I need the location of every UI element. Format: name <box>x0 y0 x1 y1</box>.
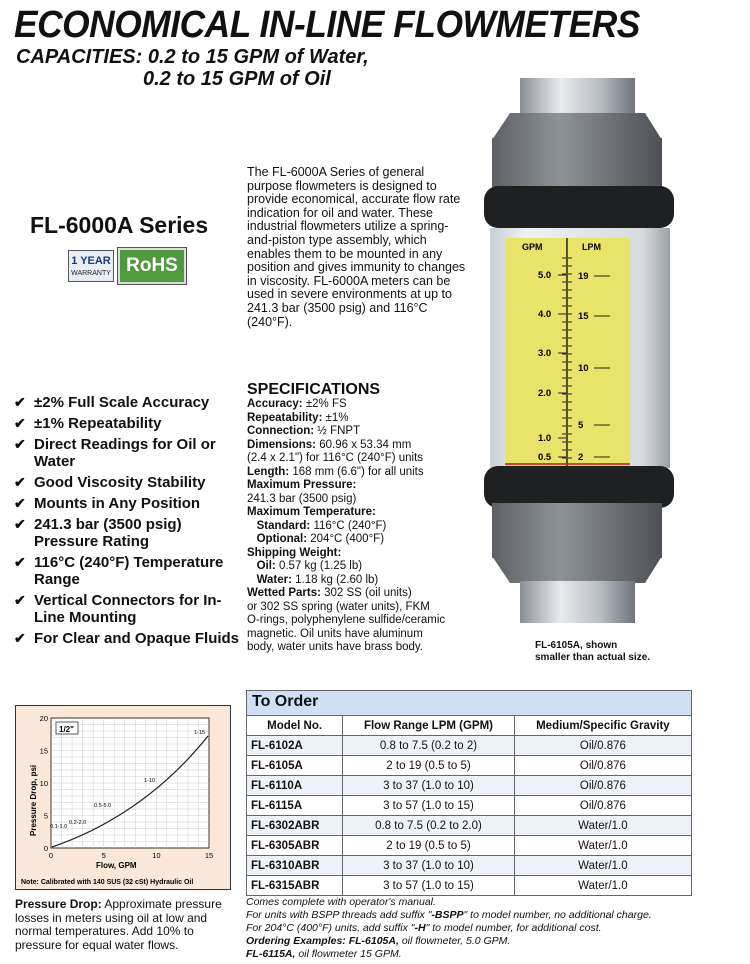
graph-svg <box>16 706 230 889</box>
gpm-tick-label: 2.0 <box>538 388 552 399</box>
lpm-tick-label: 19 <box>578 271 589 282</box>
order-notes: Comes complete with operator's manual. For units with BSPP threads add suffix "-BSPP" to model number, no additional charge. For 204°C (400°F) units, add suffix "-H" to model number, for additional cost. Ordering Examples: FL-6105A, oil flowmeter, 5.0 GPM. FL-6115A, oil flowmeter 15 GPM. <box>246 896 652 960</box>
lpm-label: LPM <box>582 242 601 252</box>
lpm-tick-label: 2 <box>578 452 584 463</box>
col-flow-range: Flow Range LPM (GPM) <box>343 716 515 736</box>
warranty-years: 1 YEAR <box>71 255 111 267</box>
gpm-tick-label: 5.0 <box>538 270 552 281</box>
order-title: To Order <box>246 690 692 715</box>
bottom-cap <box>492 556 662 583</box>
feature-item: ✔ Good Viscosity Stability <box>14 474 206 491</box>
x-tick-label: 15 <box>204 851 214 860</box>
feature-item: ✔ For Clear and Opaque Fluids <box>14 630 240 647</box>
table-row: FL-6310ABR 3 to 37 (1.0 to 10) Water/1.0 <box>247 856 692 876</box>
series-title: FL-6000A Series <box>30 212 209 238</box>
order-table <box>246 690 692 896</box>
pressure-drop-graph <box>15 705 231 890</box>
y-tick-label: 0 <box>43 844 48 853</box>
checkmark-icon: ✔ <box>14 394 26 410</box>
table-row: FL-6105A 2 to 19 (0.5 to 5) Oil/0.876 <box>247 756 692 776</box>
size-label: 1/2" <box>59 725 74 734</box>
bottom-fitting <box>520 581 635 623</box>
gpm-tick-label: 4.0 <box>538 309 552 320</box>
intro-paragraph: The FL-6000A Series of general purpose flowmeters is designed to provide economical, accurate flow rate indication for oil and water. These industrial flowmeters utilize a spring-and-piston type assembly, which enables them to be mounted in any position and gives immunity to changes in viscosity. FL-6000A meters can be used in severe environments at up to 241.3 bar (3500 psig) and 116°C (240°F). <box>247 165 466 329</box>
feature-item: ✔ ±2% Full Scale Accuracy <box>14 394 210 411</box>
table-row: FL-6115A 3 to 57 (1.0 to 15) Oil/0.876 <box>247 796 692 816</box>
feature-list <box>14 394 244 651</box>
table-row: FL-6302ABR 0.8 to 7.5 (0.2 to 2.0) Water/1.0 <box>247 816 692 836</box>
table-row: FL-6102A 0.8 to 7.5 (0.2 to 2) Oil/0.876 <box>247 736 692 756</box>
x-axis-label: Flow, GPM <box>96 861 137 870</box>
checkmark-icon: ✔ <box>14 554 26 570</box>
y-tick-label: 20 <box>39 714 48 723</box>
range-label: 1-10 <box>144 778 156 784</box>
range-label: 0.5-5.0 <box>94 803 112 809</box>
table-row: FL-6305ABR 2 to 19 (0.5 to 5) Water/1.0 <box>247 836 692 856</box>
capacity-line-2: 0.2 to 15 GPM of Oil <box>143 68 331 90</box>
graph-note: Note: Calibrated with 140 SUS (32 cSt) Hydraulic Oil <box>21 879 194 886</box>
feature-item: ✔ Direct Readings for Oil or Water <box>14 436 216 470</box>
range-label: 0.2-2.0 <box>69 820 87 826</box>
x-tick-label: 0 <box>48 851 54 860</box>
checkmark-icon: ✔ <box>14 516 26 532</box>
flowmeter-image <box>470 78 685 638</box>
y-tick-label: 15 <box>39 746 48 756</box>
lpm-tick-label: 15 <box>578 311 589 322</box>
table-row: FL-6110A 3 to 37 (1.0 to 10) Oil/0.876 <box>247 776 692 796</box>
y-tick-label: 5 <box>43 811 48 821</box>
gpm-tick-label: 1.0 <box>538 433 552 444</box>
specifications-title: SPECIFICATIONS <box>247 381 381 398</box>
specifications-list: Accuracy: ±2% FS Repeatability: ±1% Connection: ½ FNPT Dimensions: 60.96 x 53.34 mm (2.4 x 2.1") for 116°C (240°F) units Length: 168 mm (6.6") for all units Maximum Pressure: 241.3 bar (3500 psig) Maximum Temperature: Standard: 116°C (240°F) Optional: 204°C (400°F) Shipping Weight: Oil: 0.57 kg (1.25 lb) Water: 1.18 kg (2.60 lb) Wetted Parts: 302 SS (oil units) or 302 SS spring (water units), FKM O-rings, polyphenylene sulfide/ceramic magnetic. Oil units have aluminum body, water units have brass body. <box>247 398 446 653</box>
feature-item: ✔ 116°C (240°F) Temperature Range <box>14 554 224 588</box>
range-label: 0.1-1.0 <box>50 824 68 830</box>
feature-item: ✔ ±1% Repeatability <box>14 415 162 432</box>
warranty-badge <box>68 250 114 282</box>
lpm-tick-label: 5 <box>578 420 584 431</box>
top-band <box>484 186 674 228</box>
graph-grid <box>51 718 209 848</box>
image-caption: FL-6105A, shown smaller than actual size. <box>535 640 651 663</box>
checkmark-icon: ✔ <box>14 415 26 431</box>
checkmark-icon: ✔ <box>14 495 26 511</box>
bottom-band <box>484 466 674 508</box>
table-row: FL-6315ABR 3 to 57 (1.0 to 15) Water/1.0 <box>247 876 692 896</box>
y-tick-label: 10 <box>39 779 48 788</box>
col-model: Model No. <box>247 716 343 736</box>
order-header-row <box>247 716 692 736</box>
feature-item: ✔ Vertical Connectors for In-Line Mounting <box>14 592 222 626</box>
capacity-line-1: CAPACITIES: 0.2 to 15 GPM of Water, <box>16 46 369 68</box>
feature-item: ✔ 241.3 bar (3500 psig) Pressure Rating <box>14 516 182 550</box>
col-medium: Medium/Specific Gravity <box>514 716 691 736</box>
lpm-tick-label: 10 <box>578 363 589 374</box>
gpm-label: GPM <box>522 242 543 252</box>
warranty-label: WARRANTY <box>71 270 111 277</box>
x-tick-label: 10 <box>152 851 161 860</box>
checkmark-icon: ✔ <box>14 474 26 490</box>
range-label: 1-15 <box>194 730 206 736</box>
y-axis-label: Pressure Drop, psi <box>29 764 38 836</box>
top-cap <box>492 113 662 140</box>
pressure-drop-text: Pressure Drop: Approximate pressure losses in meters using oil at low and normal temperatures. Add 10% to pressure for equal water flows. <box>15 897 222 952</box>
top-fitting <box>520 78 635 118</box>
feature-item: ✔ Mounts in Any Position <box>14 495 201 512</box>
checkmark-icon: ✔ <box>14 436 26 452</box>
checkmark-icon: ✔ <box>14 592 26 608</box>
gpm-tick-label: 3.0 <box>538 348 552 359</box>
x-tick-label: 5 <box>101 851 106 860</box>
rohs-badge: RoHS <box>118 248 186 284</box>
page-title: ECONOMICAL IN-LINE FLOWMETERS <box>14 4 640 46</box>
checkmark-icon: ✔ <box>14 630 26 646</box>
gpm-tick-label: 0.5 <box>538 452 552 463</box>
